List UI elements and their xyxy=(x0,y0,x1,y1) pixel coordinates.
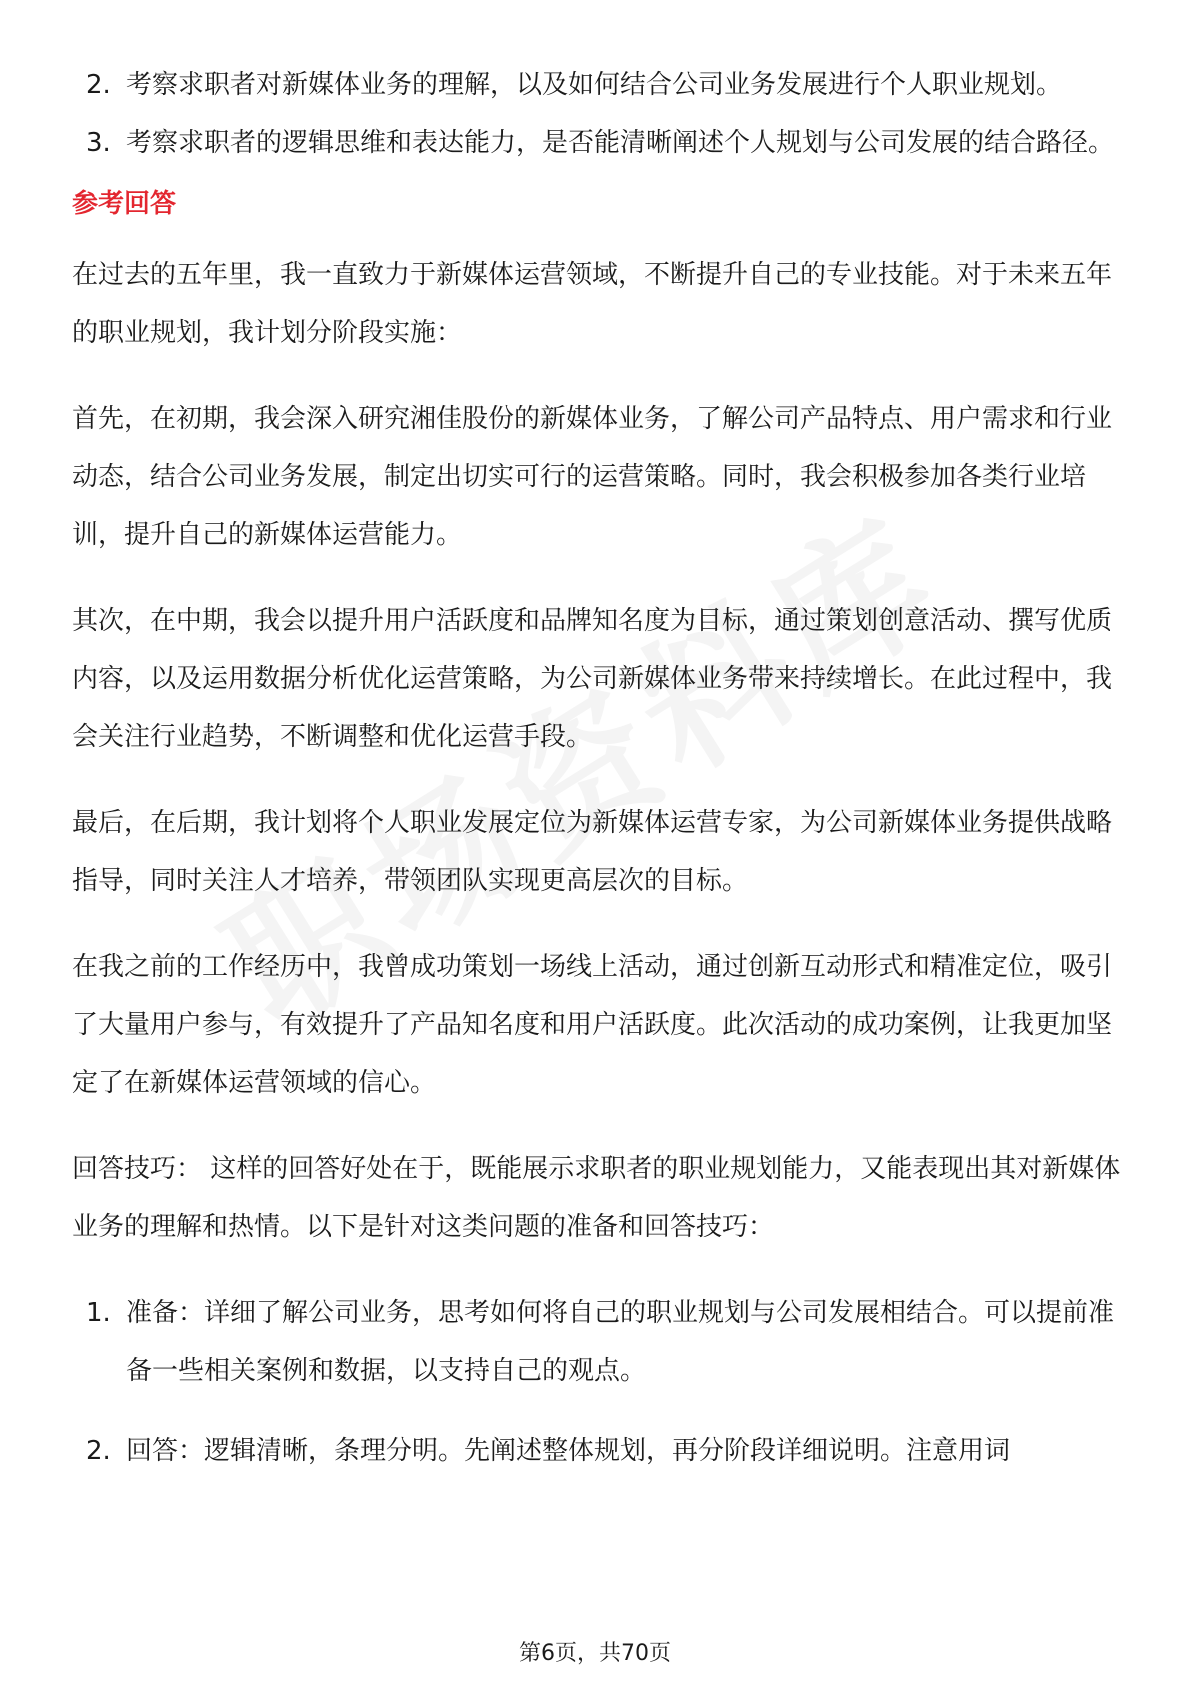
paragraph: 最后，在后期，我计划将个人职业发展定位为新媒体运营专家，为公司新媒体业务提供战略指导，同时关注人才培养，带领团队实现更高层次的目标。 xyxy=(72,808,1113,896)
section-heading: 参考回答 xyxy=(72,189,177,219)
list-number: 2. xyxy=(86,70,111,100)
list-text: 考察求职者对新媒体业务的理解，以及如何结合公司业务发展进行个人职业规划。 xyxy=(126,70,1063,100)
paragraph: 其次，在中期，我会以提升用户活跃度和品牌知名度为目标，通过策划创意活动、撰写优质内容，以及运用数据分析优化运营策略，为公司新媒体业务带来持续增长。在此过程中，我会关注行业趋势，不断调整和优化运营手段。 xyxy=(72,606,1113,752)
list-number: 2. xyxy=(86,1436,111,1466)
paragraph: 回答技巧： 这样的回答好处在于，既能展示求职者的职业规划能力，又能表现出其对新媒体业务的理解和热情。以下是针对这类问题的准备和回答技巧： xyxy=(72,1154,1121,1242)
list-number: 3. xyxy=(86,128,111,158)
list-item xyxy=(72,1284,1122,1400)
list-text: 准备：详细了解公司业务，思考如何将自己的职业规划与公司发展相结合。可以提前准备一些相关案例和数据，以支持自己的观点。 xyxy=(126,1298,1115,1386)
list-item xyxy=(72,114,1122,172)
paragraph: 在过去的五年里，我一直致力于新媒体运营领域，不断提升自己的专业技能。对于未来五年的职业规划，我计划分阶段实施： xyxy=(72,260,1113,348)
list-item xyxy=(72,56,1122,114)
list-text: 考察求职者的逻辑思维和表达能力，是否能清晰阐述个人规划与公司发展的结合路径。 xyxy=(126,128,1115,158)
paragraph: 在我之前的工作经历中，我曾成功策划一场线上活动，通过创新互动形式和精准定位，吸引了大量用户参与，有效提升了产品知名度和用户活跃度。此次活动的成功案例，让我更加坚定了在新媒体运营领域的信心。 xyxy=(72,952,1113,1098)
document-body xyxy=(72,56,1122,1480)
list-text: 回答：逻辑清晰，条理分明。先阐述整体规划，再分阶段详细说明。注意用词 xyxy=(126,1436,1011,1466)
list-number: 1. xyxy=(86,1298,111,1328)
page-footer: 第6页，共70页 xyxy=(519,1641,671,1666)
list-item xyxy=(72,1422,1122,1480)
paragraph: 首先，在初期，我会深入研究湘佳股份的新媒体业务，了解公司产品特点、用户需求和行业动态，结合公司业务发展，制定出切实可行的运营策略。同时，我会积极参加各类行业培训，提升自己的新媒体运营能力。 xyxy=(72,404,1113,550)
